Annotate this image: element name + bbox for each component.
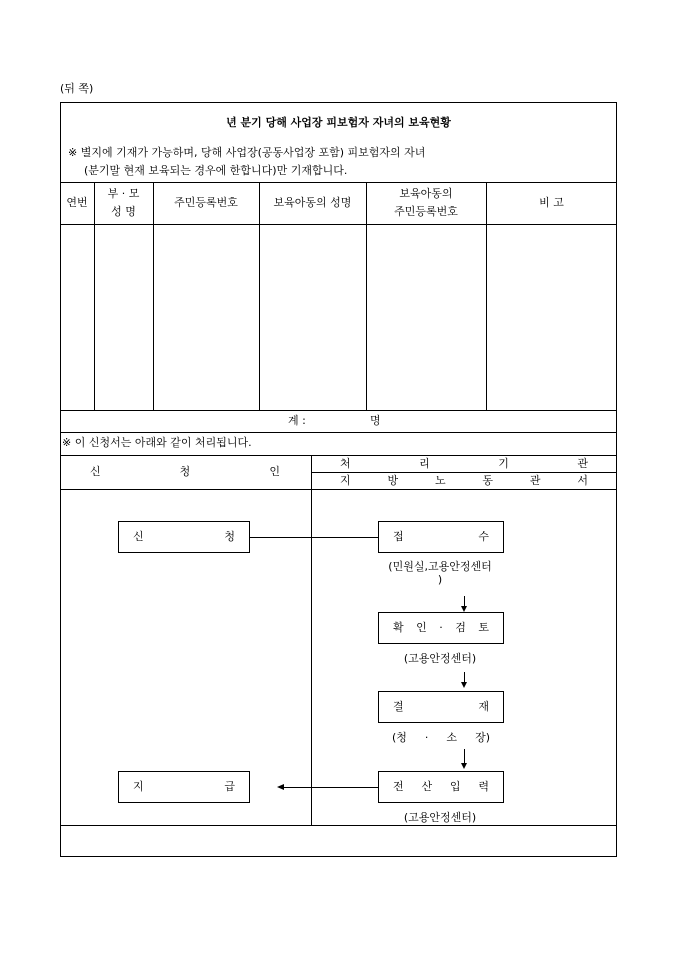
input-char: 입 [449, 780, 461, 793]
table-body-bottom-line [60, 410, 617, 411]
pay-char: 급 [224, 780, 235, 793]
input-char: 산 [421, 780, 433, 793]
header-serial: 연번 [66, 196, 88, 209]
review-sub: (고용안정센터) [403, 652, 477, 665]
agency-char: 리 [419, 457, 430, 470]
review-char: 인 [416, 621, 427, 634]
office-char: 노 [434, 474, 446, 487]
header-parent-line-1: 부 · 모 [107, 187, 140, 200]
header-remarks: 비 고 [539, 196, 564, 209]
input-sub: (고용안정센터) [403, 811, 477, 824]
table-header-bottom-line [60, 224, 617, 225]
col-divider-5 [486, 182, 487, 410]
apply-char: 신 [133, 530, 144, 543]
apply-to-receive-line [250, 537, 378, 538]
process-header-bottom-line [60, 489, 617, 490]
applicant-char: 신 [90, 465, 101, 478]
total-row-bottom-line [60, 432, 617, 433]
header-child-resident-line-1: 보육아동의 [399, 187, 453, 200]
col-divider-2 [153, 182, 154, 410]
review-box [378, 612, 504, 644]
process-header-top-line [60, 455, 617, 456]
note-line-2: (분기말 현재 보육되는 경우에 한합니다)만 기재합니다. [84, 164, 348, 177]
arrow-down-icon [461, 763, 467, 769]
approve-sub [392, 731, 490, 745]
header-resident-no: 주민등록번호 [174, 196, 238, 209]
office-char: 서 [577, 474, 588, 487]
approve-sub-char: (청 [392, 731, 407, 744]
receive-box [378, 521, 504, 553]
office-header [340, 474, 588, 488]
agency-char: 관 [577, 457, 588, 470]
input-char: 전 [393, 780, 404, 793]
form-title: 년 분기 당해 사업장 피보험자 자녀의 보육현황 [226, 116, 451, 129]
table-top-line [60, 182, 617, 183]
approve-sub-char: 장) [475, 731, 490, 744]
process-divider [311, 455, 312, 825]
approve-sub-char: 소 [446, 731, 458, 744]
receive-sub-line-2: ) [437, 573, 443, 586]
receive-char: 수 [478, 530, 489, 543]
header-child-resident-line-2: 주민등록번호 [394, 205, 458, 218]
col-divider-3 [259, 182, 260, 410]
pay-char: 지 [133, 780, 144, 793]
pay-box [118, 771, 250, 803]
office-char: 방 [387, 474, 399, 487]
process-header-mid-line [311, 472, 617, 473]
arrow-shaft-2 [464, 672, 465, 682]
review-char: 토 [478, 621, 489, 634]
review-char: 검 [455, 621, 466, 634]
review-char: · [439, 621, 443, 634]
note-line-1: ※ 별지에 기재가 가능하며, 당해 사업장(공동사업장 포함) 피보험자의 자녀 [68, 146, 426, 159]
receive-char: 접 [393, 530, 404, 543]
header-child-name: 보육아동의 성명 [273, 196, 352, 209]
apply-char: 청 [224, 530, 235, 543]
process-note: ※ 이 신청서는 아래와 같이 처리됩니다. [62, 436, 252, 449]
applicant-char: 인 [269, 465, 280, 478]
page-label: (뒤 쪽) [60, 82, 94, 95]
arrow-shaft-1 [464, 596, 465, 606]
applicant-header [90, 465, 280, 479]
approve-char: 재 [478, 700, 489, 713]
arrow-left-icon [277, 784, 284, 790]
approve-sub-char: · [424, 731, 429, 744]
receive-sub-line-1: (민원실,고용안정센터 [388, 560, 492, 573]
approve-char: 결 [393, 700, 404, 713]
agency-char: 처 [340, 457, 351, 470]
total-label: 계 : [288, 414, 306, 427]
apply-box [118, 521, 250, 553]
office-char: 동 [482, 474, 494, 487]
applicant-char: 청 [179, 465, 191, 478]
process-bottom-line [60, 825, 617, 826]
header-parent-line-2: 성 명 [111, 205, 136, 218]
arrow-shaft-3 [464, 749, 465, 763]
input-char: 력 [478, 780, 489, 793]
input-box [378, 771, 504, 803]
office-char: 관 [529, 474, 541, 487]
review-char: 확 [393, 621, 404, 634]
agency-header [340, 457, 588, 471]
arrow-down-icon [461, 682, 467, 688]
input-to-pay-line [284, 787, 378, 788]
agency-char: 기 [498, 457, 509, 470]
office-char: 지 [340, 474, 351, 487]
approve-box [378, 691, 504, 723]
total-unit: 명 [370, 414, 381, 427]
